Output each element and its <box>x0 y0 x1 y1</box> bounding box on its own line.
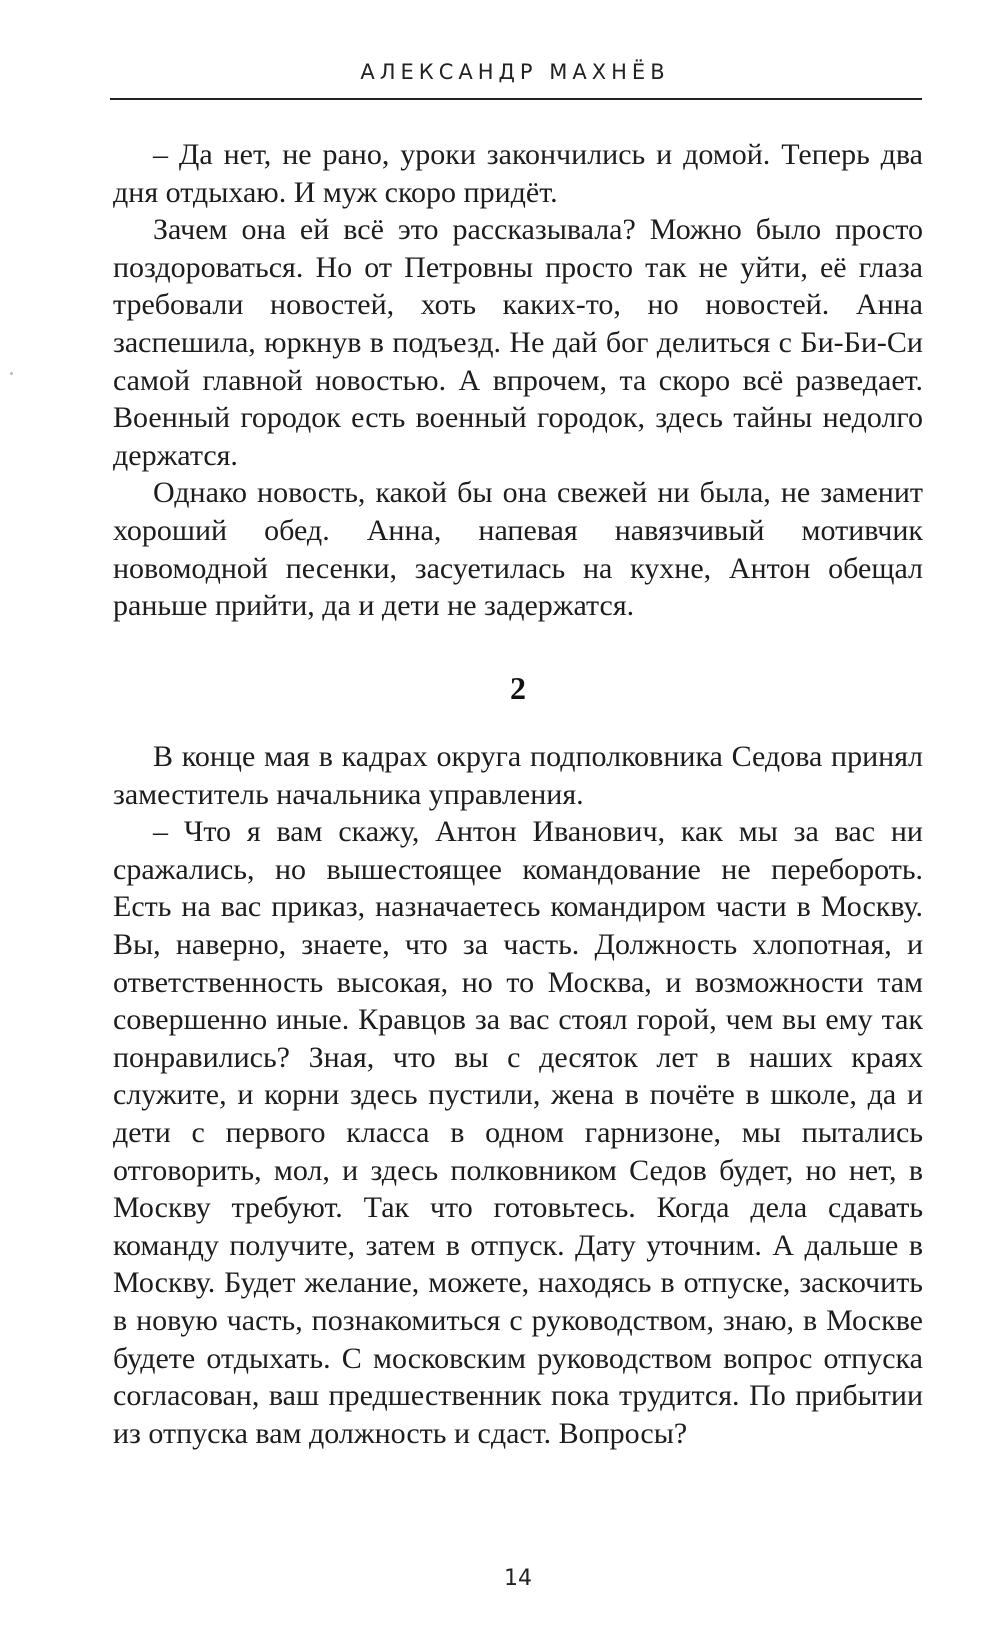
scan-speck <box>10 372 13 375</box>
paragraph: Однако новость, какой бы она свежей ни была, не заменит хороший обед. Анна, напевая навязчивый мотивчик новомодной песенки, засуетилась на кухне, Антон обещал раньше прийти, да и дети не задержатся. <box>113 476 923 623</box>
section-one-text <box>113 136 923 625</box>
running-head-author: АЛЕКСАНДР МАХНЁВ <box>360 60 670 84</box>
chapter-number: 2 <box>510 670 526 706</box>
header-rule <box>110 98 922 100</box>
section-two-text <box>113 738 923 1452</box>
paragraph: В конце мая в кадрах округа подполковника Седова принял заместитель начальника управления. <box>113 740 923 811</box>
paragraph: – Да нет, не рано, уроки закончились и домой. Теперь два дня отдыхаю. И муж скоро придёт. <box>113 138 923 209</box>
paragraph: Зачем она ей всё это рассказывала? Можно было просто поздороваться. Но от Петровны просто так не уйти, её глаза требовали новостей, хоть каких-то, но новостей. Анна заспешила, юркнув в подъезд. Не дай бог делиться с Би-Би-Си самой главной новостью. А впрочем, та скоро всё разведает. Военный городок есть военный городок, здесь тайны недолго держатся. <box>113 213 923 472</box>
paragraph: – Что я вам скажу, Антон Иванович, как мы за вас ни сражались, но вышестоящее командование не перебороть. Есть на вас приказ, назначаетесь командиром части в Москву. Вы, наверно, знаете, что за часть. Должность хлопотная, и ответственность высокая, но то Москва, и возможности там совершенно иные. Кравцов за вас стоял горой, чем вы ему так понравились? Зная, что вы с десяток лет в наших краях служите, и корни здесь пустили, жена в почёте в школе, да и дети с первого класса в одном гарнизоне, мы пытались отговорить, мол, и здесь полковником Седов будет, но нет, в Москву требуют. Так что готовьтесь. Когда дела сдавать команду получите, затем в отпуск. Дату уточним. А дальше в Москву. Будет желание, можете, находясь в отпуске, заскочить в новую часть, познакомиться с руководством, знаю, в Москве будете отдыхать. С московским руководством вопрос отпуска согласован, ваш предшественник пока трудится. По прибытии из отпуска вам должность и сдаст. Вопросы? <box>113 815 923 1450</box>
page-number: 14 <box>504 1566 532 1591</box>
